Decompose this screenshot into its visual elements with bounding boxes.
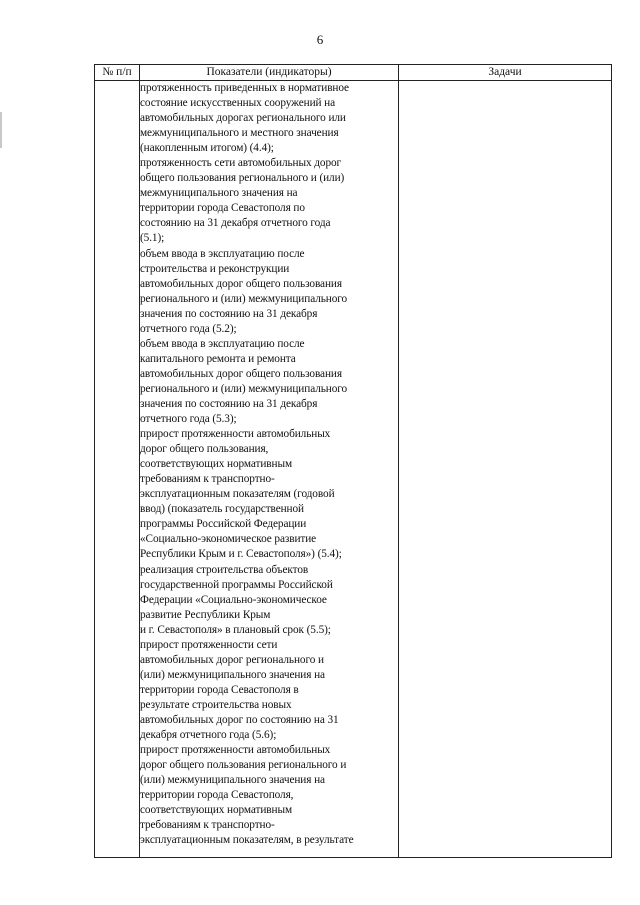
indicator-line: автомобильных дорог общего пользования — [140, 277, 342, 290]
column-header-number: № п/п — [95, 65, 140, 81]
indicator-line: общего пользования регионального и (или) — [140, 172, 345, 185]
indicator-line: автомобильных дорог регионального и — [140, 653, 324, 666]
indicator-line: Республики Крым и г. Севастополя») (5.4); — [140, 548, 342, 561]
indicator-line: развитие Республики Крым — [140, 608, 271, 621]
indicator-line: государственной программы Российской — [140, 578, 333, 591]
indicator-line: регионального и (или) межмуниципального — [140, 382, 348, 395]
indicator-line: результате строительства новых — [140, 698, 292, 711]
page-number: 6 — [316, 32, 324, 47]
tasks-cell — [399, 81, 612, 858]
indicator-line: соответствующих нормативным — [140, 804, 293, 817]
indicator-line: объем ввода в эксплуатацию после — [140, 247, 305, 260]
indicator-line: прирост протяженности автомобильных — [140, 744, 331, 757]
indicator-line: прирост протяженности сети — [140, 638, 278, 651]
indicator-line: капитального ремонта и ремонта — [140, 352, 296, 365]
indicator-line: межмуниципального значения на — [140, 187, 298, 200]
indicator-line: (или) межмуниципального значения на — [140, 668, 325, 681]
indicators-table — [94, 64, 612, 858]
indicator-line: и г. Севастополя» в плановый срок (5.5); — [140, 623, 331, 636]
scan-edge-mark — [0, 112, 2, 148]
indicator-line: строительства и реконструкции — [140, 262, 290, 275]
column-header-tasks: Задачи — [399, 65, 612, 81]
indicator-line: состояние искусственных сооружений на — [140, 97, 336, 110]
indicator-line: декабря отчетного года (5.6); — [140, 729, 277, 742]
indicator-line: территории города Севастополя, — [140, 789, 294, 802]
table-row — [95, 81, 612, 858]
indicator-line: отчетного года (5.3); — [140, 413, 237, 426]
indicator-line: требованиям к транспортно- — [140, 473, 275, 486]
indicator-line: регионального и (или) межмуниципального — [140, 292, 348, 305]
indicator-line: прирост протяженности автомобильных — [140, 428, 331, 441]
indicator-line: ввод) (показатель государственной — [140, 503, 304, 516]
indicator-line: объем ввода в эксплуатацию после — [140, 337, 305, 350]
indicator-line: «Социально-экономическое развитие — [140, 533, 317, 546]
indicator-line: протяженность приведенных в нормативное — [140, 82, 349, 94]
indicator-line: Федерации «Социально-экономическое — [140, 593, 327, 606]
indicator-line: (5.1); — [140, 232, 165, 245]
indicator-line: состоянию на 31 декабря отчетного года — [140, 217, 331, 230]
indicator-line: (накопленным итогом) (4.4); — [140, 142, 274, 155]
indicator-line: автомобильных дорог по состоянию на 31 — [140, 713, 339, 726]
indicator-line: значения по состоянию на 31 декабря — [140, 307, 318, 320]
indicator-line: эксплуатационным показателям (годовой — [140, 488, 335, 501]
indicator-line: эксплуатационным показателям, в результате — [140, 834, 354, 847]
indicator-line: территории города Севастополя по — [140, 202, 305, 215]
indicator-line: требованиям к транспортно- — [140, 819, 275, 832]
indicator-line: отчетного года (5.2); — [140, 322, 237, 335]
indicator-line: соответствующих нормативным — [140, 458, 293, 471]
indicator-line: дорог общего пользования регионального и — [140, 759, 347, 772]
number-cell — [95, 81, 140, 858]
indicator-line: протяженность сети автомобильных дорог — [140, 157, 342, 170]
indicator-line: межмуниципального и местного значения — [140, 127, 339, 140]
indicator-line: автомобильных дорогах регионального или — [140, 112, 346, 125]
indicator-line: реализация строительства объектов — [140, 563, 309, 576]
indicator-line: значения по состоянию на 31 декабря — [140, 397, 318, 410]
indicator-line: программы Российской Федерации — [140, 518, 307, 531]
table-header-row — [95, 65, 612, 81]
indicators-cell — [140, 81, 399, 858]
indicator-line: дорог общего пользования, — [140, 443, 269, 456]
indicator-line: (или) межмуниципального значения на — [140, 774, 325, 787]
indicator-line: территории города Севастополя в — [140, 683, 299, 696]
indicator-line: автомобильных дорог общего пользования — [140, 367, 342, 380]
column-header-indicators: Показатели (индикаторы) — [140, 65, 399, 81]
